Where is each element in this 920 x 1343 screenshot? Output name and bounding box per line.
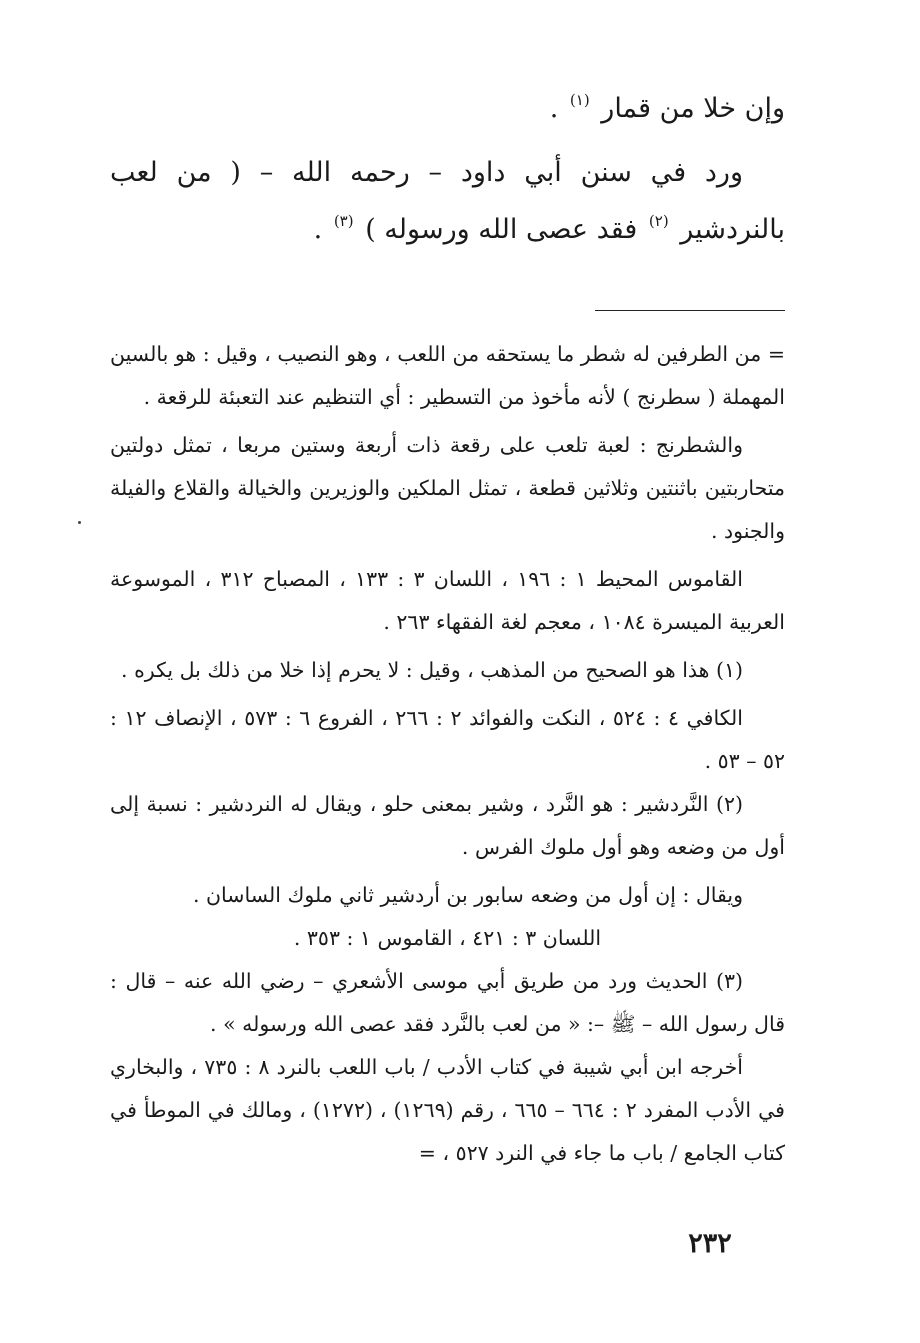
footnote-2: (٢) النَّردشير : هو النَّرد ، وشير بمعنى حلو ، ويقال له النردشير : نسبة إلى أول من وضعه وهو أول ملوك الفرس . [110, 792, 785, 859]
footnote-chess-definition: والشطرنج : لعبة تلعب على رقعة ذات أربعة وستين مربعا ، تمثل دولتين متحاربتين باثنتين وثلاثين قطعة ، تمثل الملكين والوزيرين والخيالة والقلاع والفيلة والجنود . [110, 433, 785, 543]
footnote-chess-references: القاموس المحيط ١ : ١٩٦ ، اللسان ٣ : ١٣٣ ، المصباح ٣١٢ ، الموسوعة العربية الميسرة ١٠٨٤ ، معجم لغة الفقهاء ٢٦٣ . [110, 567, 785, 634]
footnote-1: (١) هذا هو الصحيح من المذهب ، وقيل : لا يحرم إذا خلا من ذلك بل يكره . [121, 658, 743, 682]
scan-speck [78, 521, 81, 524]
main-paragraph-2 [110, 144, 785, 258]
main-paragraph-2-text-b: فقد عصى الله ورسوله ) [365, 214, 638, 245]
footnote-1-references: الكافي ٤ : ٥٢٤ ، النكت والفوائد ٢ : ٢٦٦ ، الفروع ٦ : ٥٧٣ ، الإنصاف ١٢ : ٥٢ – ٥٣ . [110, 706, 785, 773]
main-paragraph-2-end: . [313, 214, 323, 245]
footnote-marker-3[interactable]: (٣) [333, 212, 354, 230]
page-number: ٢٣٢ [688, 1228, 732, 1259]
footnote-marker-2[interactable]: (٢) [648, 212, 669, 230]
main-line-1 [110, 80, 785, 137]
footnote-2-additional: ويقال : إن أول من وضعه سابور بن أردشير ثاني ملوك الساسان . [192, 883, 743, 907]
footnotes-section [110, 333, 785, 1175]
main-paragraph-2-text-a: ورد في سنن أبي داود – رحمه الله – ( من لعب بالنردشير [110, 157, 785, 245]
main-text [110, 80, 785, 258]
footnote-marker-1[interactable]: (١) [569, 91, 590, 109]
page-body [110, 80, 785, 1175]
footnote-continuation: = من الطرفين له شطر ما يستحقه من اللعب ، وهو النصيب ، وقيل : هو بالسين المهملة ( سطرنج ) لأنه مأخوذ من التسطير : أي التنظيم عند التعبئة للرقعة . [110, 342, 785, 409]
footnote-3-references: أخرجه ابن أبي شيبة في كتاب الأدب / باب اللعب بالنرد ٨ : ٧٣٥ ، والبخاري في الأدب المفرد ٢ : ٦٦٤ – ٦٦٥ ، رقم (١٢٦٩) ، (١٢٧٢) ، ومالك في الموطأ في كتاب الجامع / باب ما جاء في النرد ٥٢٧ ، = [110, 1055, 785, 1165]
main-line-1-text: وإن خلا من قمار [601, 93, 785, 124]
footnote-2-references: اللسان ٣ : ٤٢١ ، القاموس ١ : ٣٥٣ . [293, 926, 602, 950]
footnote-3: (٣) الحديث ورد من طريق أبي موسى الأشعري – رضي الله عنه – قال : قال رسول الله – ﷺ –: « من لعب بالنَّرد فقد عصى الله ورسوله » . [110, 969, 785, 1036]
footnote-separator [595, 310, 785, 311]
main-line-1-end: . [549, 93, 559, 124]
